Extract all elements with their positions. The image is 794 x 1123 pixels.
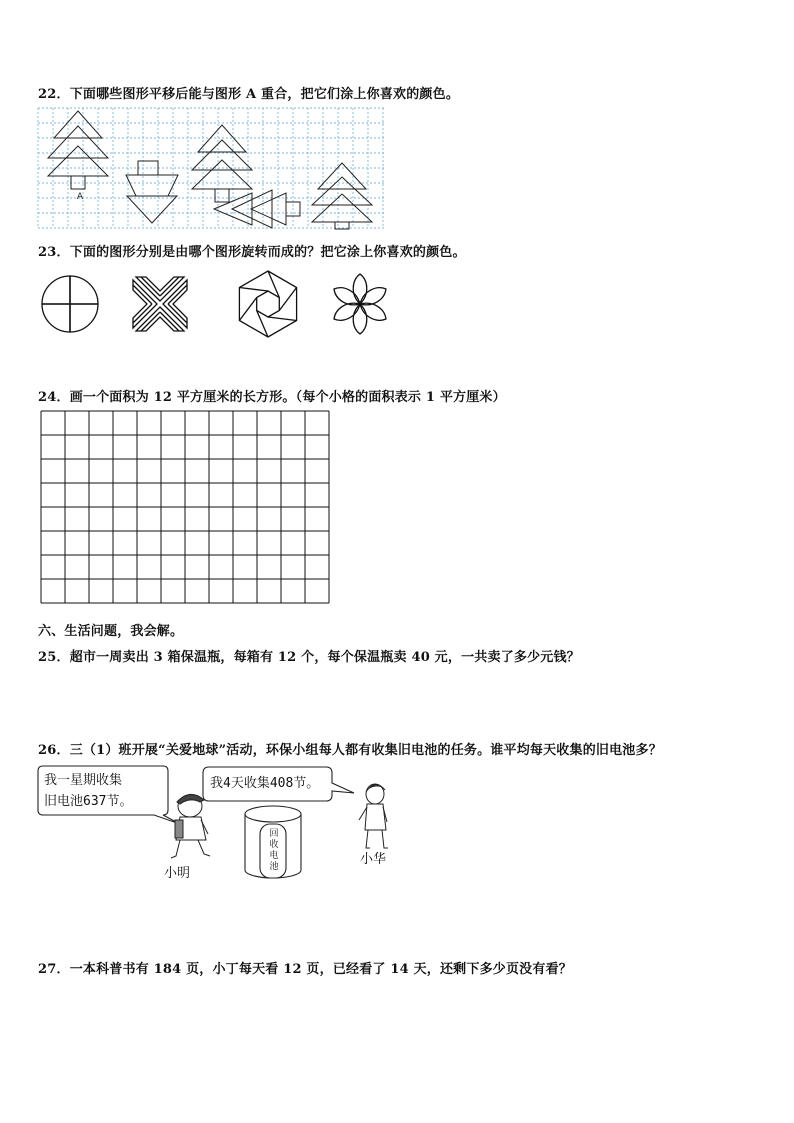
hexagon-pinwheel-figure (239, 271, 296, 337)
recycle-bin-label: 回 收 电 池 (269, 829, 279, 872)
six-petal-flower-figure (331, 274, 390, 334)
arrow-down-shape (126, 161, 178, 223)
rotation-figures (34, 270, 394, 342)
answer-area-25[interactable] (38, 668, 758, 734)
section-6-heading: 六、生活问题，我会解。 (38, 624, 184, 639)
area-drawing-grid[interactable] (40, 410, 332, 610)
tree-shape-2 (192, 125, 252, 202)
xiaoming-speech-line-1: 我一星期收集 (44, 773, 123, 788)
xiaohua-boy-icon (359, 784, 388, 848)
question-26: 26．三（1）班开展“关爱地球”活动，环保小组每人都有收集旧电池的任务。谁平均每天收集的旧电池多？ (38, 743, 662, 758)
xiaohua-speech-text: 我4天收集408节。 (210, 776, 320, 791)
question-24: 24．画一个面积为 12 平方厘米的长方形。（每个小格的面积表示 1 平方厘米） (38, 390, 506, 405)
tree-shape-3 (312, 163, 372, 229)
label-a: A (76, 192, 84, 202)
question-23: 23．下面的图形分别是由哪个图形旋转而成的？把它涂上你喜欢的颜色。 (38, 245, 466, 260)
question-25: 25．超市一周卖出 3 箱保温瓶，每箱有 12 个，每个保温瓶卖 40 元，一共卖了多少元钱？ (38, 650, 580, 665)
translation-figure-grid (36, 106, 392, 230)
question-22: 22．下面哪些图形平移后能与图形 A 重合，把它们涂上你喜欢的颜色。 (38, 87, 460, 102)
xiaoming-speech-line-2: 旧电池637节。 (44, 794, 133, 809)
tree-shape-rotated (214, 190, 300, 228)
x-cross-figure (133, 277, 187, 331)
xiaoming-boy-icon (171, 794, 210, 858)
answer-area-27[interactable] (38, 980, 758, 1080)
pinwheel-figure (42, 276, 98, 332)
question-27: 27．一本科普书有 184 页，小丁每天看 12 页，已经看了 14 天，还剩下多少页没有看？ (38, 962, 572, 977)
xiaohua-name: 小华 (360, 852, 387, 867)
xiaoming-name: 小明 (164, 866, 191, 881)
